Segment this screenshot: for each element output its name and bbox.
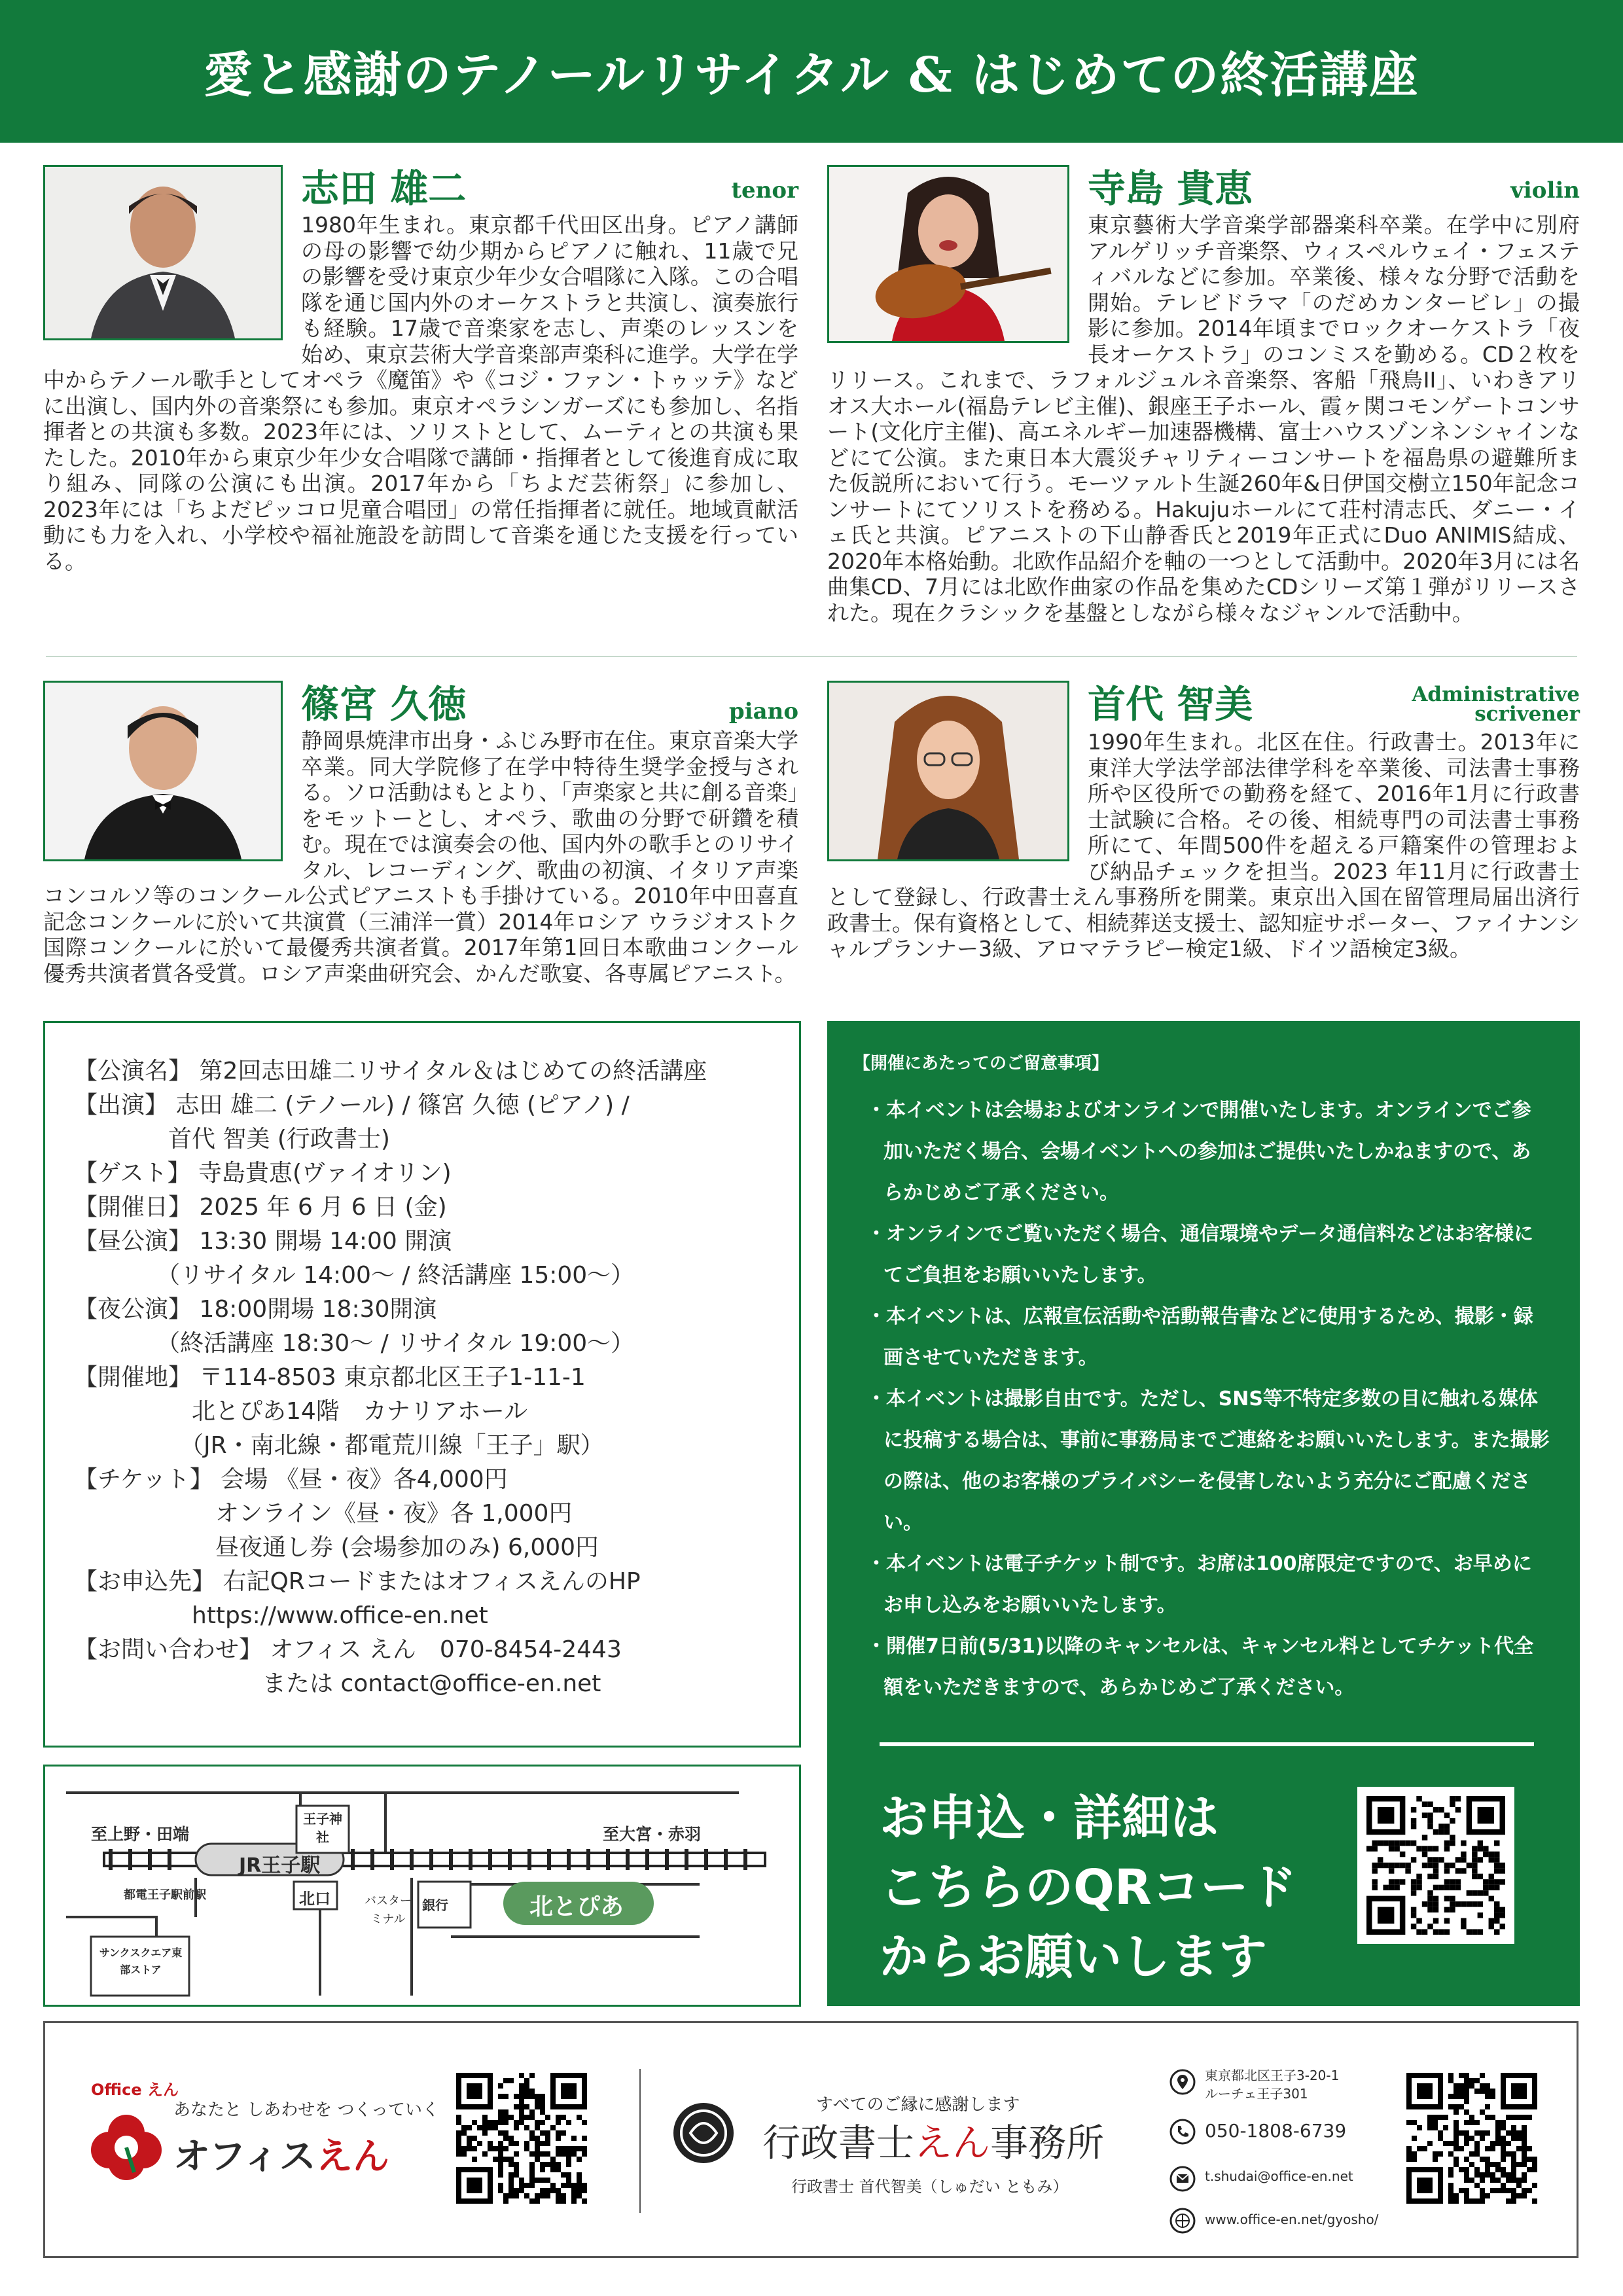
note-item: ・ 開催7日前(5/31)以降のキャンセルは、キャンセル料としてチケット代全額をいただきますので、あらかじめご了承ください。 [883,1626,1550,1708]
map-label-sunkus: サンクスクエア東部ストア [99,1946,183,1976]
info-line: （終活講座 18:30～ / リサイタル 19:00～） [74,1330,635,1357]
info-link-url[interactable]: https://www.office-en.net [74,1602,488,1629]
info-line: 【お申込先】 右記QRコードまたはオフィスえんのHP [74,1568,641,1595]
performer-shida [43,165,798,574]
application-qr-code[interactable] [1357,1787,1514,1944]
map-label-to-omiya: 至大宮・赤羽 [603,1825,702,1844]
note-item: ・ 本イベントは会場およびオンラインで開催いたします。オンラインでご参加いただく場合、会場イベントへの参加はご提供いたしかねますので、あらかじめご了承ください。 [883,1090,1550,1213]
note-item: ・ 本イベントは電子チケット制です。お席は100席限定ですので、お早めにお申し込みをお願いいたします。 [883,1543,1550,1626]
info-line: 【開催地】 〒114-8503 東京都北区王子1-11-1 [74,1364,586,1391]
notes-list [883,1090,1550,1708]
performer-role: piano [728,698,798,725]
info-line: 【昼公演】 13:30 開場 14:00 開演 [74,1228,452,1255]
info-line: 【夜公演】 18:00開場 18:30開演 [74,1296,437,1323]
map-label-to-ueno: 至上野・田端 [91,1825,190,1844]
mail-icon [1169,2166,1196,2192]
notes-panel [827,1021,1580,2006]
footer-divider [639,2069,641,2213]
info-line: 【公演名】 第2回志田雄二リサイタル＆はじめての終活講座 [74,1058,707,1085]
map-label-kitaguchi: 北口 [299,1890,330,1908]
map-label-bank: 銀行 [422,1897,448,1913]
map-label-shrine: 王子神社 [303,1811,342,1845]
map-label-bus: バスターミナル [365,1894,412,1926]
info-line: （JR・南北線・都電荒川線「王子」駅） [74,1432,604,1459]
performer-name: 篠宮 久徳 piano [301,682,798,726]
performer-bio: 1990年生まれ。北区在住。行政書士。2013年に東洋大学法学部法律学科を卒業後、司法書士事務所や区役所での勤務を経て、2016年1月に行政書士試験に合格。その後、相続専門の司法書士事務所にて、年間500件を超える戸籍案件の管理および納品チェックを担当。2023 年11月に行政書士として登録し、行政書士えん事務所を開業。東京出入国在留管理局届出済行政書士。保有資格として、相続葬送支援士、認知症サポーター、ファイナンシャルプランナー3級、アロマテラピー検定1級、ドイツ語検定3級。 [827,729,1580,961]
note-item: ・ 本イベントは撮影自由です。ただし、SNS等不特定多数の目に触れる媒体に投稿する場合は、事前に事務局までご連絡をお願いいたします。また撮影の際は、他のお客様のプライバシーを侵害しないよう充分にご配慮ください。 [883,1378,1550,1543]
location-pin-icon [1169,2069,1196,2095]
info-line: 北とぴあ14階 カナリアホール [74,1398,528,1425]
office-en-logo-icon [87,2104,166,2183]
map-label-station: JR王子駅 [239,1854,321,1877]
office-en-small: Office えん [91,2081,179,2099]
info-line: 【ゲスト】 寺島貴恵(ヴァイオリン) [74,1160,452,1187]
performer-bio: 1980年生まれ。東京都千代田区出身。ピアノ講師の母の影響で幼少期からピアノに触れ、11歳で兄の影響を受け東京少年少女合唱隊に入隊。この合唱隊を通じ国内外のオーケストラと共演し、演奏旅行も経験。17歳で音楽家を志し、声楽のレッスンを始め、東京芸術大学音楽部声楽科に進学。大学在学中からテノール歌手としてオペラ《魔笛》や《コジ・ファン・トゥッテ》などに出演し、国内外の音楽祭にも参加。東京オペラシンガーズにも参加し、名指揮者との共演も多数。2023年には、ソリストとして、ムーティとの共演も果たした。2010年から東京少年少女合唱隊で講師・指揮者として後進育成に取り組み、同隊の公演にも出演。2017年から「ちよだ芸術祭」に参加し、2023年には「ちよだピッコロ児童合唱団」の常任指揮者に就任。地域貢献活動にも力を入れ、小学校や福祉施設を訪問して音楽を通じた支援を行っている。 [43,212,798,574]
firm-name: 行政書士えん事務所 [762,2121,1105,2165]
notes-title: 【開催にあたってのご留意事項】 [853,1054,1109,1073]
performer-name: 首代 智美 Administrative scrivener [1088,682,1580,726]
firm-person: 行政書士 首代智美（しゅだい ともみ） [791,2178,1069,2196]
info-line: 【開催日】 2025 年 6 月 6 日 (金) [74,1194,447,1221]
info-line: 昼夜通し券 (会場参加のみ) 6,000円 [74,1534,599,1561]
info-line: 首代 智美 (行政書士) [74,1126,390,1153]
footer [43,2021,1578,2258]
qr-call-to-action: お申込・詳細は こちらのQRコード からお願いします [880,1790,1297,1985]
performer-name: 寺島 貴恵 violin [1088,166,1580,211]
firm-website[interactable]: www.office-en.net/gyosho/ [1205,2212,1379,2227]
map-label-toden: 都電王子駅前駅 [124,1888,206,1902]
info-line: オンライン《昼・夜》各 1,000円 [74,1500,573,1527]
office-en-qr-code[interactable] [456,2073,587,2204]
firm-phone[interactable]: 050-1808-6739 [1205,2120,1347,2142]
page-title: 愛と感謝のテノールリサイタル & はじめての終活講座 [0,0,1623,143]
info-line: 【出演】 志田 雄二 (テノール) / 篠宮 久徳 (ピアノ) / [74,1092,630,1119]
office-name: オフィスえん [173,2136,389,2178]
performer-role: tenor [731,177,798,204]
event-info-box [43,1021,801,1748]
phone-icon [1169,2119,1196,2145]
performer-role: Administrative scrivener [1412,683,1580,726]
access-map [43,1765,801,2007]
firm-seal-icon [671,2100,736,2166]
info-line: 【お問い合わせ】 オフィス えん 070-8454-2443 [74,1636,622,1663]
info-line: （リサイタル 14:00～ / 終活講座 15:00～） [74,1262,635,1289]
performer-role: violin [1510,177,1580,204]
info-line: 【チケット】 会場 《昼・夜》各4,000円 [74,1466,508,1493]
firm-qr-code[interactable] [1406,2073,1537,2204]
office-tagline: あなたと しあわせを つくっていく [173,2100,440,2120]
performer-bio: 静岡県焼津市出身・ふじみ野市在住。東京音楽大学卒業。同大学院修了在学中特待生奨学金授与される。ソロ活動はもとより、「声楽家と共に創る音楽」をモットーとし、オペラ、歌曲の分野で研鑽を積む。現在では演奏会の他、国内外の歌手とのリサイタル、レコーディング、歌曲の初演、イタリア声楽コンコルソ等のコンクール公式ピアニストも手掛けている。2010年中田喜直記念コンクールに於いて共演賞（三浦洋一賞）2014年ロシア ウラジオストク国際コンクールに於いて最優秀共演者賞。2017年第1回日本歌曲コンクール優秀共演者賞各受賞。ロシア声楽曲研究会、かんだ歌宴、各専属ピアニスト。 [43,728,798,986]
web-globe-icon [1169,2208,1196,2234]
note-item: ・ オンラインでご覧いただく場合、通信環境やデータ通信料などはお客様にてご負担をお願いいたします。 [883,1213,1550,1296]
firm-thanks: すべてのご縁に感謝します [816,2095,1020,2115]
section-divider [46,656,1577,657]
performer-terashima [827,165,1580,626]
firm-email[interactable]: t.shudai@office-en.net [1205,2168,1353,2184]
firm-address: 東京都北区王子3-20-1 ルーチェ王子301 [1205,2068,1340,2102]
performer-shinomiya [43,681,798,986]
note-item: ・ 本イベントは、広報宣伝活動や活動報告書などに使用するため、撮影・録画させていただきます。 [883,1296,1550,1378]
info-email[interactable]: または contact@office-en.net [74,1670,601,1697]
performer-shudai [827,681,1580,962]
performer-name: 志田 雄二 tenor [301,166,798,211]
notes-divider [880,1742,1534,1746]
performer-bio: 東京藝術大学音楽学部器楽科卒業。在学中に別府アルゲリッチ音楽祭、ウィスペルウェイ・フェスティバルなどに参加。卒業後、様々な分野で活動を開始。テレビドラマ「のだめカンタービレ」の撮影に参加。2014年頃までロックオーケストラ「夜長オーケストラ」のコンミスを勤める。CD２枚をリリース。これまで、ラフォルジュルネ音楽祭、客船「飛鳥II」、いわきアリオス大ホール(福島テレビ主催)、銀座王子ホール、霞ヶ関コモンゲートコンサート(文化庁主催)、高エネルギー加速器機構、富士ハウスゾンネンシャインなどにて公演。また東日本大震災チャリティーコンサートを福島県の避難所また仮説所において行う。モーツァルト生誕260年&日伊国交樹立150年記念コンサートにてソリストを務める。Hakujuホールにて荘村清志氏、ダニー・イェ氏と共演。ピアニストの下山静香氏と2019年正式にDuo ANIMIS結成、2020年本格始動。北欧作品紹介を軸の一つとして活動中。2020年3月には名曲集CD、7月には北欧作曲家の作品を集めたCDシリーズ第１弾がリリースされた。現在クラシックを基盤としながら様々なジャンルで活動中。 [827,212,1580,626]
map-label-hokutopia: 北とぴあ [529,1893,624,1920]
